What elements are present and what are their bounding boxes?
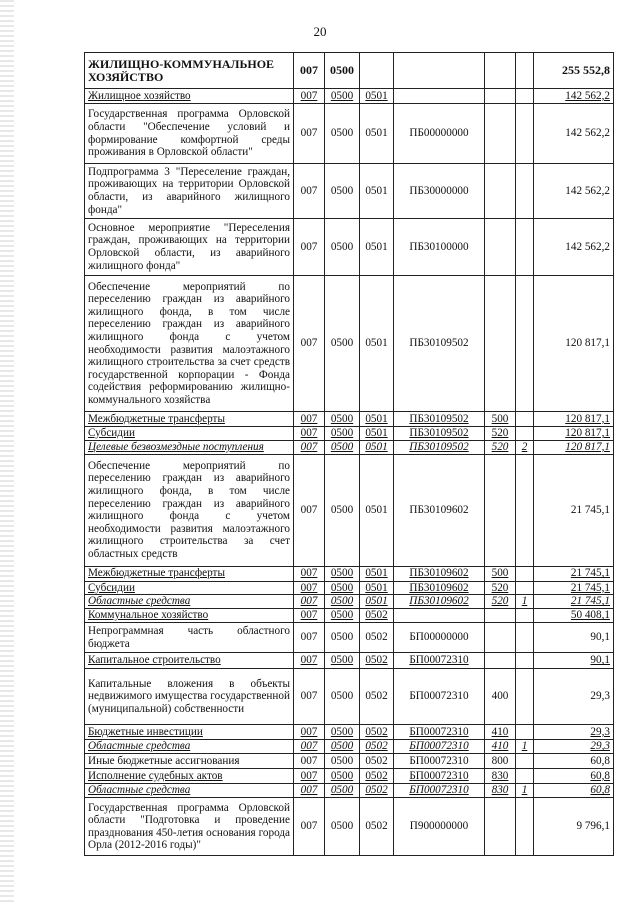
funding-source-code — [516, 769, 534, 784]
section-code: 0500 — [325, 725, 360, 740]
row-name: Государственная программа Орловской области "Обеспечение условий и формирование комфортной среды проживания в Орловской области" — [85, 104, 294, 164]
row-name: Непрограммная часть областного бюджета — [85, 623, 294, 653]
grbs-code: 007 — [294, 669, 325, 725]
subsection-code: 0501 — [360, 595, 394, 609]
table-row — [85, 725, 614, 740]
section-code: 0500 — [325, 623, 360, 653]
expense-type-code: 520 — [485, 581, 516, 595]
subsection-code: 0501 — [360, 164, 394, 219]
table-row — [85, 219, 614, 276]
funding-source-code — [516, 412, 534, 427]
table-row — [85, 798, 614, 856]
target-article-code: БП00072310 — [394, 725, 485, 740]
target-article-code: БП00072310 — [394, 769, 485, 784]
table-row — [85, 623, 614, 653]
grbs-code: 007 — [294, 566, 325, 581]
subsection-code: 0502 — [360, 798, 394, 856]
grbs-code: 007 — [294, 623, 325, 653]
target-article-code: ПБ30109502 — [394, 427, 485, 441]
subsection-code: 0501 — [360, 581, 394, 595]
subsection-code: 0501 — [360, 219, 394, 276]
expense-type-code — [485, 623, 516, 653]
expense-type-code: 830 — [485, 769, 516, 784]
row-name: Иные бюджетные ассигнования — [85, 754, 294, 769]
amount: 120 817,1 — [534, 427, 614, 441]
row-name: Жилищное хозяйство — [85, 89, 294, 104]
section-code: 0500 — [325, 566, 360, 581]
expense-type-code: 410 — [485, 725, 516, 740]
expense-type-code — [485, 164, 516, 219]
row-name: Государственная программа Орловской области "Подготовка и проведение празднования 450-летия основания города Орла (2012-2016 годы)" — [85, 798, 294, 856]
subsection-code: 0502 — [360, 740, 394, 754]
target-article-code: ПБ30109502 — [394, 412, 485, 427]
expense-type-code — [485, 276, 516, 412]
expense-type-code: 830 — [485, 784, 516, 798]
funding-source-code — [516, 427, 534, 441]
subsection-code: 0502 — [360, 769, 394, 784]
section-code: 0500 — [325, 104, 360, 164]
subsection-code: 0501 — [360, 276, 394, 412]
funding-source-code — [516, 53, 534, 89]
target-article-code — [394, 89, 485, 104]
subsection-code: 0501 — [360, 566, 394, 581]
table-row — [85, 609, 614, 623]
table-row — [85, 89, 614, 104]
expense-type-code: 800 — [485, 754, 516, 769]
target-article-code: БП00072310 — [394, 669, 485, 725]
section-code: 0500 — [325, 89, 360, 104]
row-name: Областные средства — [85, 740, 294, 754]
subsection-code — [360, 53, 394, 89]
section-code: 0500 — [325, 440, 360, 454]
funding-source-code — [516, 219, 534, 276]
section-code: 0500 — [325, 754, 360, 769]
grbs-code: 007 — [294, 609, 325, 623]
row-name: Межбюджетные трансферты — [85, 566, 294, 581]
funding-source-code: 1 — [516, 595, 534, 609]
expense-type-code: 410 — [485, 740, 516, 754]
expense-type-code: 400 — [485, 669, 516, 725]
funding-source-code — [516, 581, 534, 595]
table-row — [85, 427, 614, 441]
expense-type-code — [485, 454, 516, 566]
target-article-code: ПБ30109502 — [394, 440, 485, 454]
grbs-code: 007 — [294, 740, 325, 754]
amount: 142 562,2 — [534, 164, 614, 219]
grbs-code: 007 — [294, 595, 325, 609]
section-code: 0500 — [325, 669, 360, 725]
target-article-code: БП00000000 — [394, 623, 485, 653]
row-name: ЖИЛИЩНО-КОММУНАЛЬНОЕ ХОЗЯЙСТВО — [85, 53, 294, 89]
table-row — [85, 754, 614, 769]
target-article-code: ПБ30000000 — [394, 164, 485, 219]
table-row — [85, 595, 614, 609]
table-row — [85, 566, 614, 581]
section-code: 0500 — [325, 653, 360, 669]
amount: 21 745,1 — [534, 595, 614, 609]
table-row — [85, 454, 614, 566]
table-row — [85, 440, 614, 454]
amount: 29,3 — [534, 725, 614, 740]
section-code: 0500 — [325, 219, 360, 276]
target-article-code: БП00072310 — [394, 740, 485, 754]
section-code: 0500 — [325, 427, 360, 441]
target-article-code: ПБ30109602 — [394, 454, 485, 566]
table-row — [85, 784, 614, 798]
expense-type-code — [485, 89, 516, 104]
grbs-code: 007 — [294, 53, 325, 89]
subsection-code: 0501 — [360, 89, 394, 104]
amount: 142 562,2 — [534, 89, 614, 104]
amount: 120 817,1 — [534, 412, 614, 427]
amount: 142 562,2 — [534, 104, 614, 164]
target-article-code: БП00072310 — [394, 754, 485, 769]
amount: 90,1 — [534, 623, 614, 653]
funding-source-code — [516, 89, 534, 104]
funding-source-code — [516, 164, 534, 219]
target-article-code — [394, 609, 485, 623]
amount: 90,1 — [534, 653, 614, 669]
section-code: 0500 — [325, 581, 360, 595]
subsection-code: 0501 — [360, 412, 394, 427]
expense-type-code — [485, 798, 516, 856]
subsection-code: 0501 — [360, 440, 394, 454]
row-name: Субсидии — [85, 581, 294, 595]
binding-edge — [0, 0, 14, 905]
row-name: Обеспечение мероприятий по переселению граждан из аварийного жилищного фонда, в том числе переселению граждан из аварийного жилищного фонда с учетом необходимости развития малоэтажного жилищного строительства за счет областных средств — [85, 454, 294, 566]
expense-type-code: 520 — [485, 595, 516, 609]
amount: 120 817,1 — [534, 440, 614, 454]
grbs-code: 007 — [294, 784, 325, 798]
funding-source-code — [516, 653, 534, 669]
row-name: Областные средства — [85, 784, 294, 798]
section-code: 0500 — [325, 609, 360, 623]
target-article-code: ПБ30109602 — [394, 566, 485, 581]
amount: 29,3 — [534, 740, 614, 754]
table-row — [85, 653, 614, 669]
funding-source-code — [516, 754, 534, 769]
grbs-code: 007 — [294, 798, 325, 856]
row-name: Обеспечение мероприятий по переселению граждан из аварийного жилищного фонда, в том числе переселению граждан из аварийного жилищного фонда с учетом необходимости развития малоэтажного жилищного строительства за счет средств государственной корпорации - Фонда содействия реформированию жилищно-коммунального хозяйства — [85, 276, 294, 412]
target-article-code: ПБ30109602 — [394, 595, 485, 609]
funding-source-code — [516, 623, 534, 653]
table-row — [85, 53, 614, 89]
amount: 50 408,1 — [534, 609, 614, 623]
grbs-code: 007 — [294, 427, 325, 441]
row-name: Капитальное строительство — [85, 653, 294, 669]
table-row — [85, 164, 614, 219]
expense-type-code — [485, 609, 516, 623]
subsection-code: 0501 — [360, 454, 394, 566]
grbs-code: 007 — [294, 440, 325, 454]
amount: 29,3 — [534, 669, 614, 725]
expense-type-code — [485, 653, 516, 669]
funding-source-code — [516, 566, 534, 581]
section-code: 0500 — [325, 798, 360, 856]
section-code: 0500 — [325, 454, 360, 566]
funding-source-code: 1 — [516, 740, 534, 754]
subsection-code: 0502 — [360, 669, 394, 725]
table-row — [85, 581, 614, 595]
section-code: 0500 — [325, 53, 360, 89]
grbs-code: 007 — [294, 754, 325, 769]
subsection-code: 0502 — [360, 725, 394, 740]
row-name: Бюджетные инвестиции — [85, 725, 294, 740]
expense-type-code: 520 — [485, 440, 516, 454]
grbs-code: 007 — [294, 164, 325, 219]
amount: 60,8 — [534, 784, 614, 798]
amount: 255 552,8 — [534, 53, 614, 89]
grbs-code: 007 — [294, 725, 325, 740]
funding-source-code — [516, 669, 534, 725]
subsection-code: 0502 — [360, 754, 394, 769]
page-number: 20 — [313, 24, 327, 39]
subsection-code: 0501 — [360, 104, 394, 164]
row-name: Межбюджетные трансферты — [85, 412, 294, 427]
table-row — [85, 740, 614, 754]
funding-source-code — [516, 609, 534, 623]
target-article-code: ПБ30109602 — [394, 581, 485, 595]
grbs-code: 007 — [294, 412, 325, 427]
row-name: Подпрограмма 3 "Переселение граждан, проживающих на территории Орловской области, из аварийного жилищного фонда" — [85, 164, 294, 219]
expense-type-code: 520 — [485, 427, 516, 441]
section-code: 0500 — [325, 595, 360, 609]
row-name: Коммунальное хозяйство — [85, 609, 294, 623]
funding-source-code — [516, 454, 534, 566]
grbs-code: 007 — [294, 219, 325, 276]
expense-type-code: 500 — [485, 412, 516, 427]
target-article-code: П900000000 — [394, 798, 485, 856]
grbs-code: 007 — [294, 104, 325, 164]
expense-type-code — [485, 104, 516, 164]
row-name: Субсидии — [85, 427, 294, 441]
funding-source-code — [516, 798, 534, 856]
row-name: Областные средства — [85, 595, 294, 609]
target-article-code: ПБ00000000 — [394, 104, 485, 164]
amount: 21 745,1 — [534, 454, 614, 566]
table-row — [85, 104, 614, 164]
row-name: Целевые безвозмездные поступления — [85, 440, 294, 454]
funding-source-code — [516, 276, 534, 412]
target-article-code: БП00072310 — [394, 653, 485, 669]
grbs-code: 007 — [294, 89, 325, 104]
amount: 142 562,2 — [534, 219, 614, 276]
table-row — [85, 669, 614, 725]
amount: 9 796,1 — [534, 798, 614, 856]
subsection-code: 0502 — [360, 784, 394, 798]
section-code: 0500 — [325, 740, 360, 754]
amount: 60,8 — [534, 754, 614, 769]
row-name: Капитальные вложения в объекты недвижимого имущества государственной (муниципальной) собственности — [85, 669, 294, 725]
grbs-code: 007 — [294, 653, 325, 669]
row-name: Исполнение судебных актов — [85, 769, 294, 784]
section-code: 0500 — [325, 412, 360, 427]
table-row — [85, 412, 614, 427]
section-code: 0500 — [325, 164, 360, 219]
section-code: 0500 — [325, 276, 360, 412]
target-article-code: ПБ30100000 — [394, 219, 485, 276]
amount: 21 745,1 — [534, 566, 614, 581]
amount: 60,8 — [534, 769, 614, 784]
expense-type-code — [485, 219, 516, 276]
grbs-code: 007 — [294, 276, 325, 412]
section-code: 0500 — [325, 784, 360, 798]
funding-source-code: 2 — [516, 440, 534, 454]
subsection-code: 0502 — [360, 609, 394, 623]
target-article-code: БП00072310 — [394, 784, 485, 798]
grbs-code: 007 — [294, 454, 325, 566]
grbs-code: 007 — [294, 581, 325, 595]
funding-source-code — [516, 104, 534, 164]
row-name: Основное мероприятие "Переселения граждан, проживающих на территории Орловской области, из аварийного жилищного фонда" — [85, 219, 294, 276]
table-row — [85, 276, 614, 412]
target-article-code: ПБ30109502 — [394, 276, 485, 412]
grbs-code: 007 — [294, 769, 325, 784]
target-article-code — [394, 53, 485, 89]
amount: 120 817,1 — [534, 276, 614, 412]
subsection-code: 0502 — [360, 653, 394, 669]
expense-type-code: 500 — [485, 566, 516, 581]
amount: 21 745,1 — [534, 581, 614, 595]
table-row — [85, 769, 614, 784]
subsection-code: 0502 — [360, 623, 394, 653]
section-code: 0500 — [325, 769, 360, 784]
funding-source-code — [516, 725, 534, 740]
funding-source-code: 1 — [516, 784, 534, 798]
expense-type-code — [485, 53, 516, 89]
subsection-code: 0501 — [360, 427, 394, 441]
budget-table — [84, 52, 614, 856]
